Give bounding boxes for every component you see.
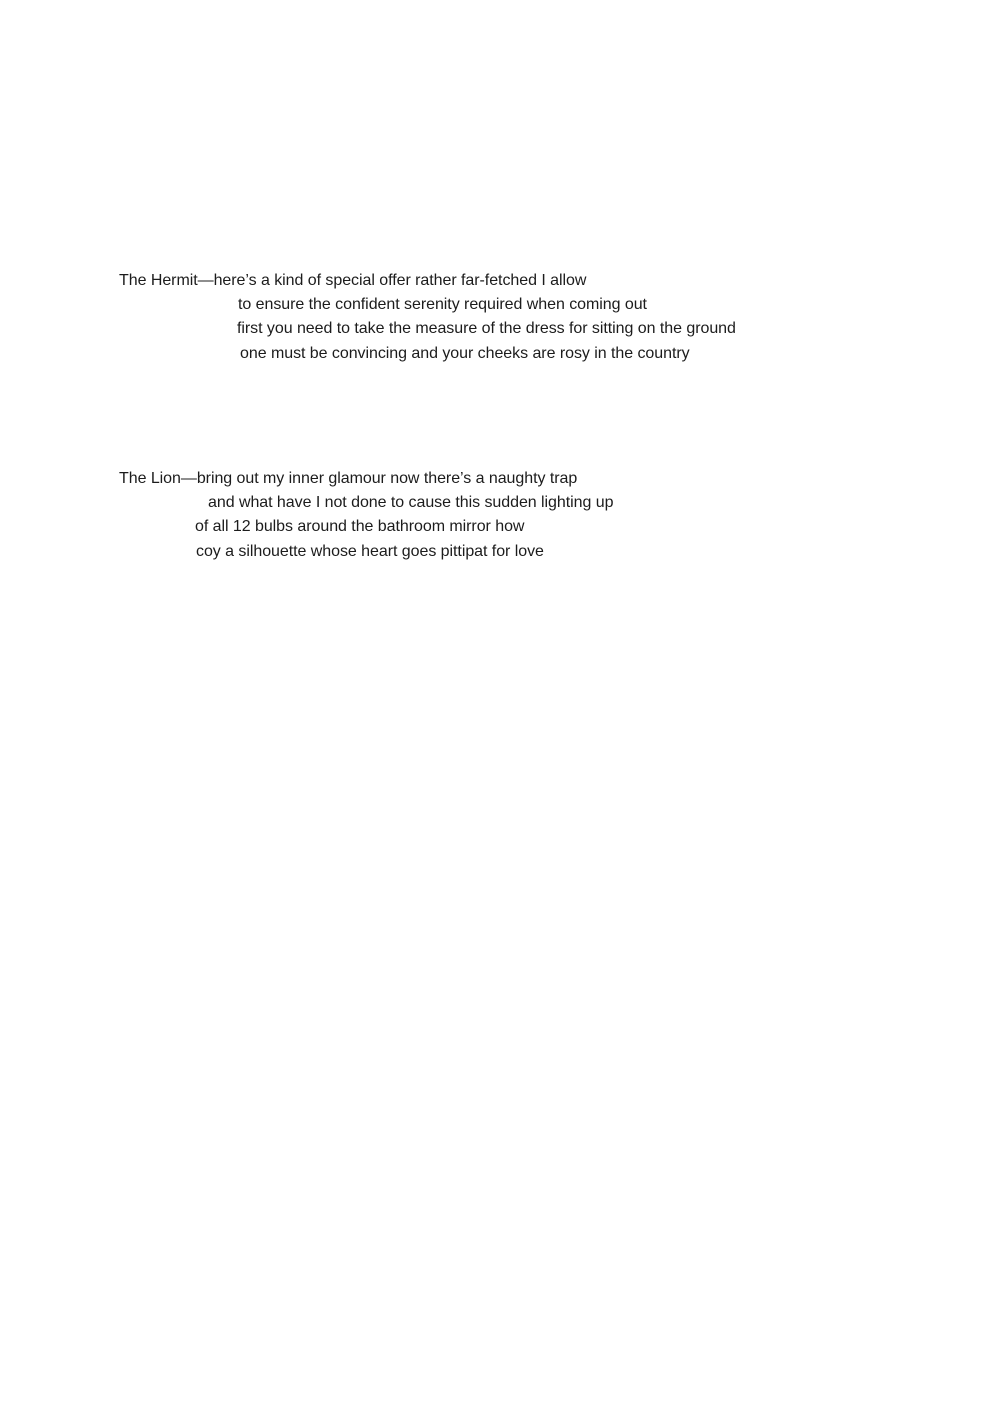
poem-line: coy a silhouette whose heart goes pittipat for love (196, 542, 544, 560)
poem-line: The Hermit—here’s a kind of special offer rather far-fetched I allow (119, 272, 587, 289)
poem-line: and what have I not done to cause this sudden lighting up (208, 494, 614, 512)
poem-line: of all 12 bulbs around the bathroom mirror how (195, 518, 525, 536)
stanza-the-hermit (119, 269, 970, 366)
poem-line: one must be convincing and your cheeks are rosy in the country (240, 344, 690, 362)
poem-line: to ensure the confident serenity required when coming out (238, 296, 647, 314)
poem-line: first you need to take the measure of the dress for sitting on the ground (237, 320, 736, 338)
poem-line: The Lion—bring out my inner glamour now there’s a naughty trap (119, 470, 578, 487)
stanza-the-lion (119, 467, 970, 564)
